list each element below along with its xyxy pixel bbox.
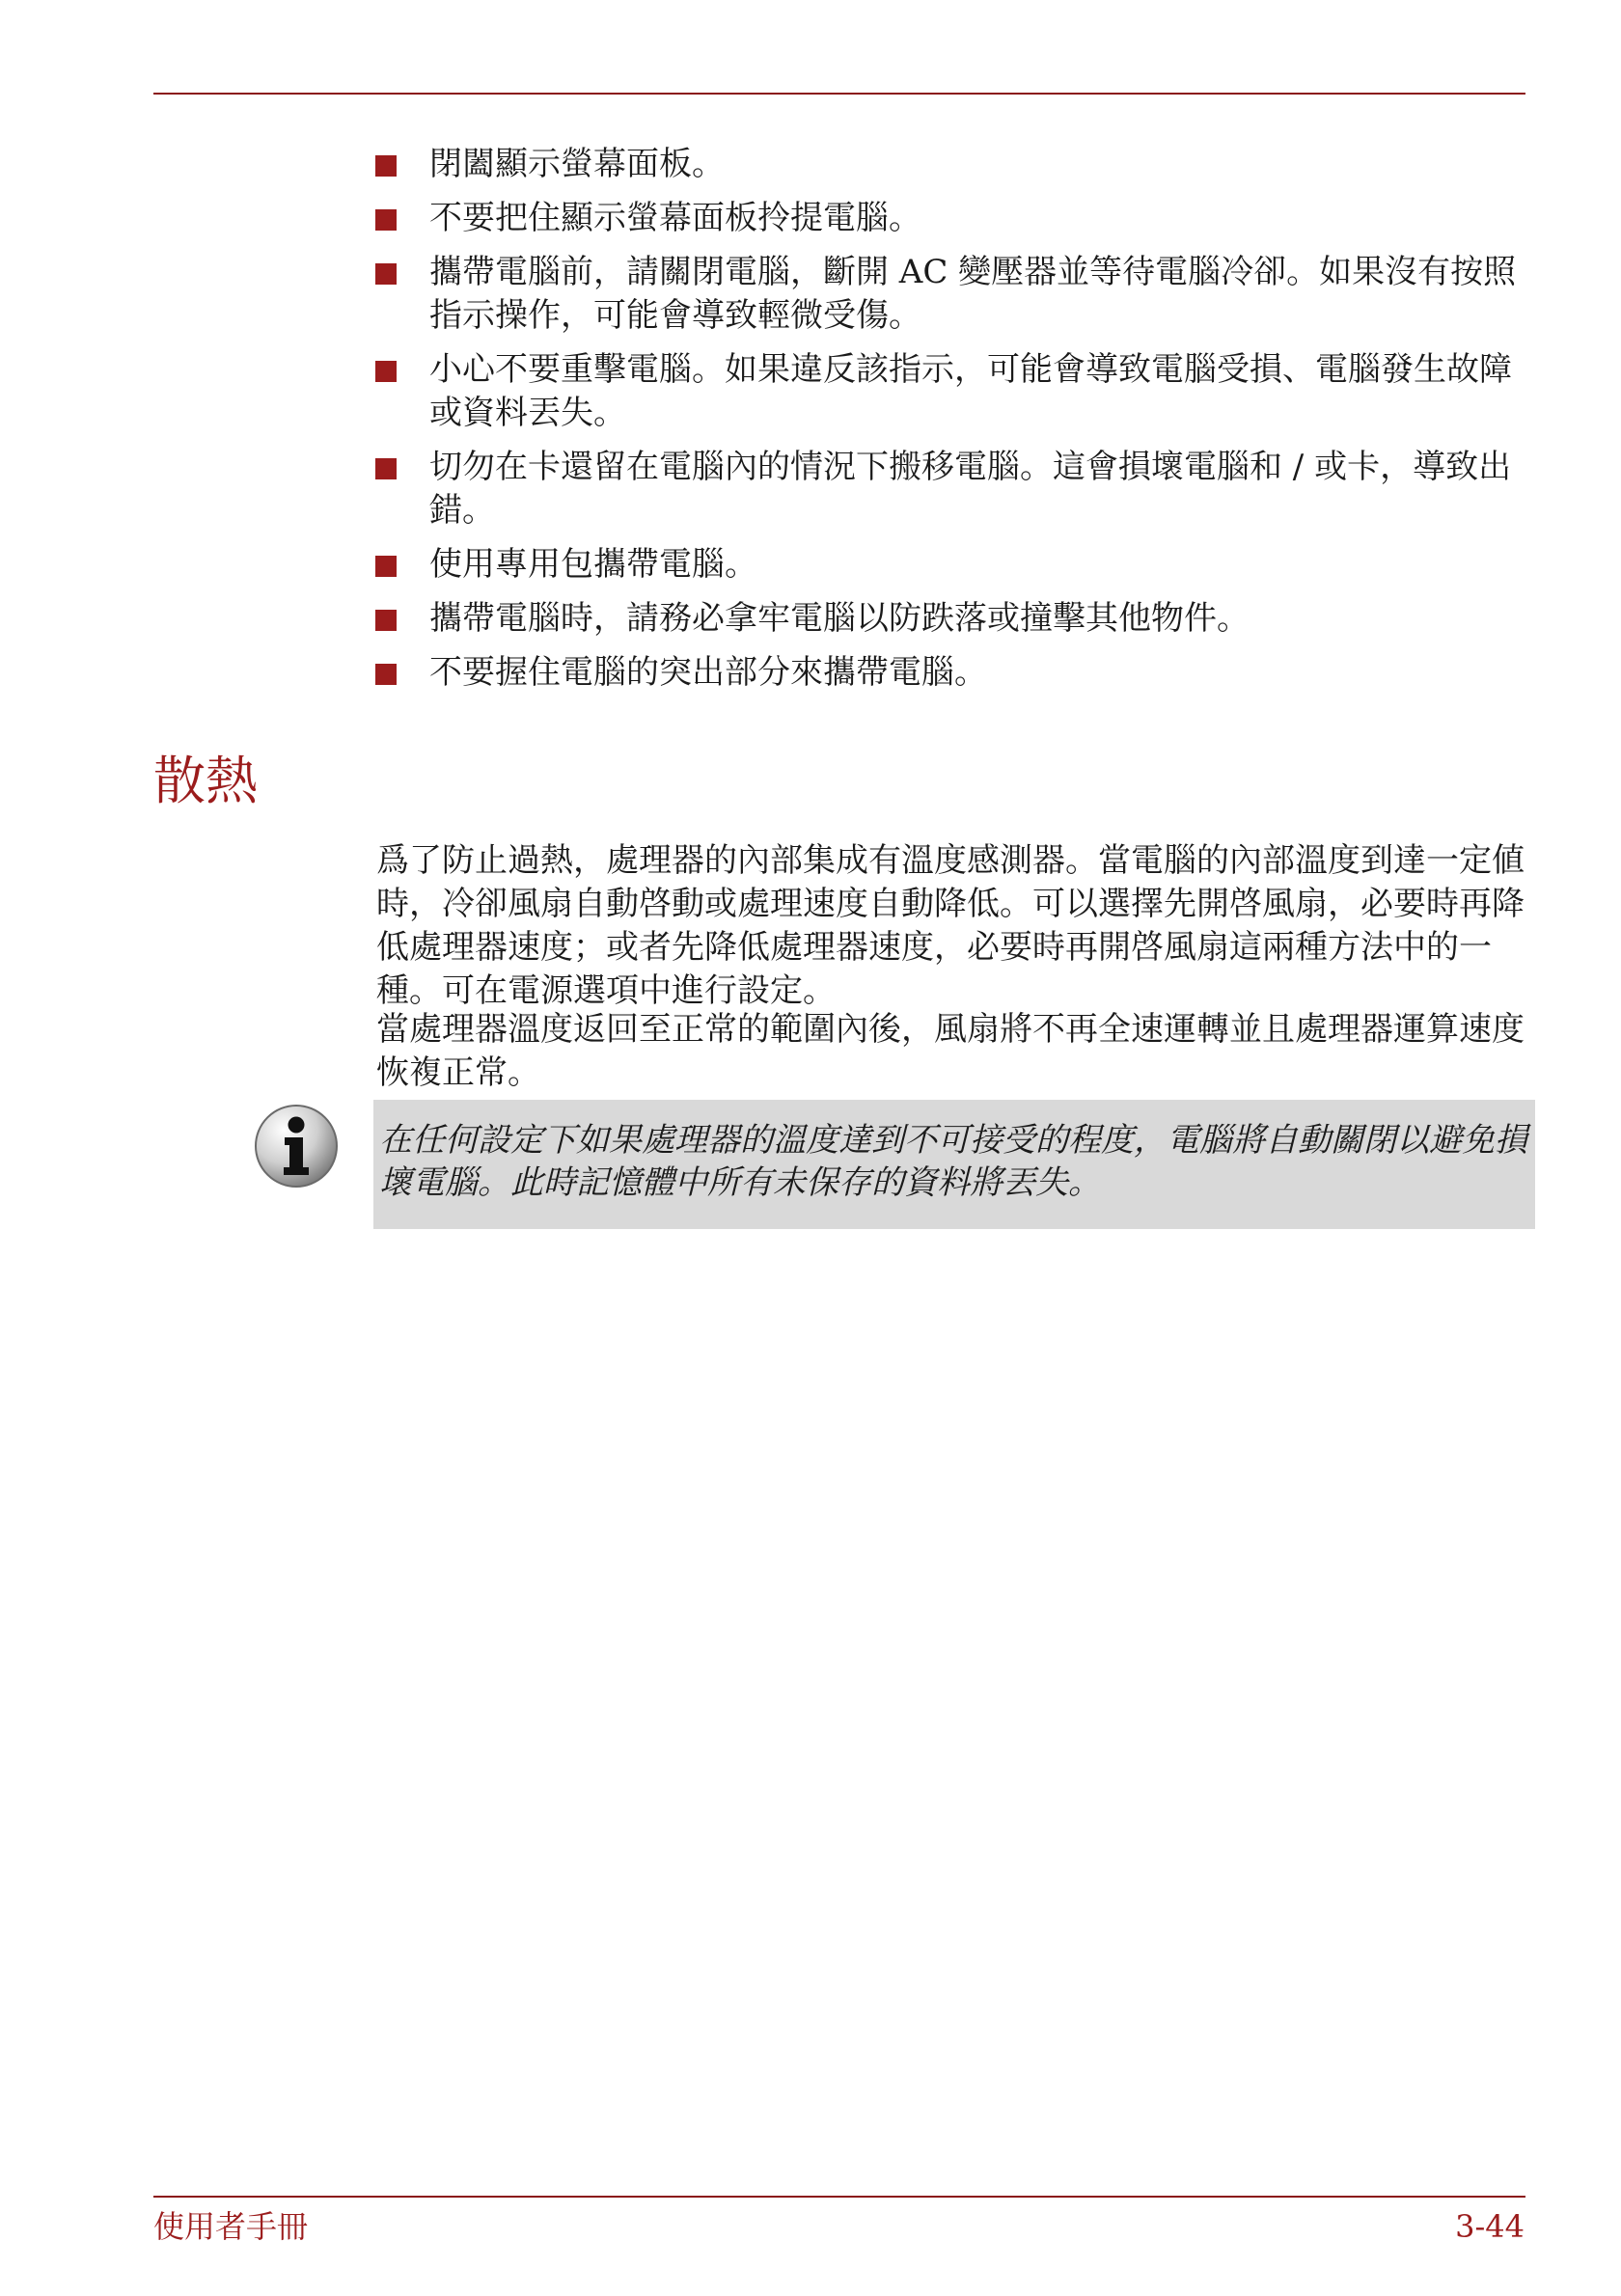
list-item [372, 543, 1530, 587]
list-item-text: 攜帶電腦時，請務必拿牢電腦以防跌落或撞擊其他物件。 [429, 599, 1250, 638]
bullet-square-icon [375, 209, 397, 231]
bullet-square-icon [375, 155, 397, 177]
footer-title: 使用者手冊 [153, 2208, 309, 2245]
list-item [372, 446, 1530, 533]
list-item [372, 143, 1530, 186]
list-item-text: 不要握住電腦的突出部分來攜帶電腦。 [429, 653, 987, 692]
header-rule [153, 93, 1525, 95]
list-item-text: 切勿在卡還留在電腦內的情況下搬移電腦。這會損壞電腦和 / 或卡，導致出錯。 [429, 448, 1512, 530]
list-item [372, 251, 1530, 338]
list-item [372, 348, 1530, 435]
list-item-text: 小心不要重擊電腦。如果違反該指示，可能會導致電腦受損、電腦發生故障或資料丟失。 [429, 350, 1512, 432]
page-number: 3-44 [1455, 2208, 1525, 2245]
bullet-square-icon [375, 610, 397, 631]
bullet-list [372, 143, 1530, 705]
list-item [372, 597, 1530, 641]
section-title: 散熱 [153, 751, 258, 811]
note-box [373, 1100, 1535, 1229]
bullet-square-icon [375, 664, 397, 685]
body-paragraph: 當處理器溫度返回至正常的範圍內後，風扇將不再全速運轉並且處理器運算速度恢複正常。 [376, 1010, 1525, 1092]
body-paragraph: 爲了防止過熱，處理器的內部集成有溫度感測器。當電腦的內部溫度到達一定値時，冷卻風扇自動啓動或處理速度自動降低。可以選擇先開啓風扇，必要時再降低處理器速度；或者先降低處理器速度，必要時再開啓風扇這兩種方法中的一種。可在電源選項中進行設定。 [376, 841, 1525, 1010]
list-item-text: 使用專用包攜帶電腦。 [429, 545, 757, 584]
info-icon [253, 1103, 340, 1189]
list-item [372, 197, 1530, 240]
list-item-text: 攜帶電腦前，請關閉電腦，斷開 AC 變壓器並等待電腦冷卻。如果沒有按照指示操作，可能會導致輕微受傷。 [429, 253, 1517, 335]
bullet-square-icon [375, 556, 397, 577]
bullet-square-icon [375, 458, 397, 479]
list-item-text: 不要把住顯示螢幕面板拎提電腦。 [429, 199, 921, 237]
bullet-square-icon [375, 361, 397, 382]
bullet-square-icon [375, 263, 397, 285]
list-item [372, 651, 1530, 695]
list-item-text: 閉闔顯示螢幕面板。 [429, 145, 725, 183]
footer-rule [153, 2196, 1525, 2198]
note-text: 在任何設定下如果處理器的溫度達到不可接受的程度，電腦將自動關閉以避免損壞電腦。此時記憶體中所有未保存的資料將丟失。 [379, 1121, 1527, 1202]
